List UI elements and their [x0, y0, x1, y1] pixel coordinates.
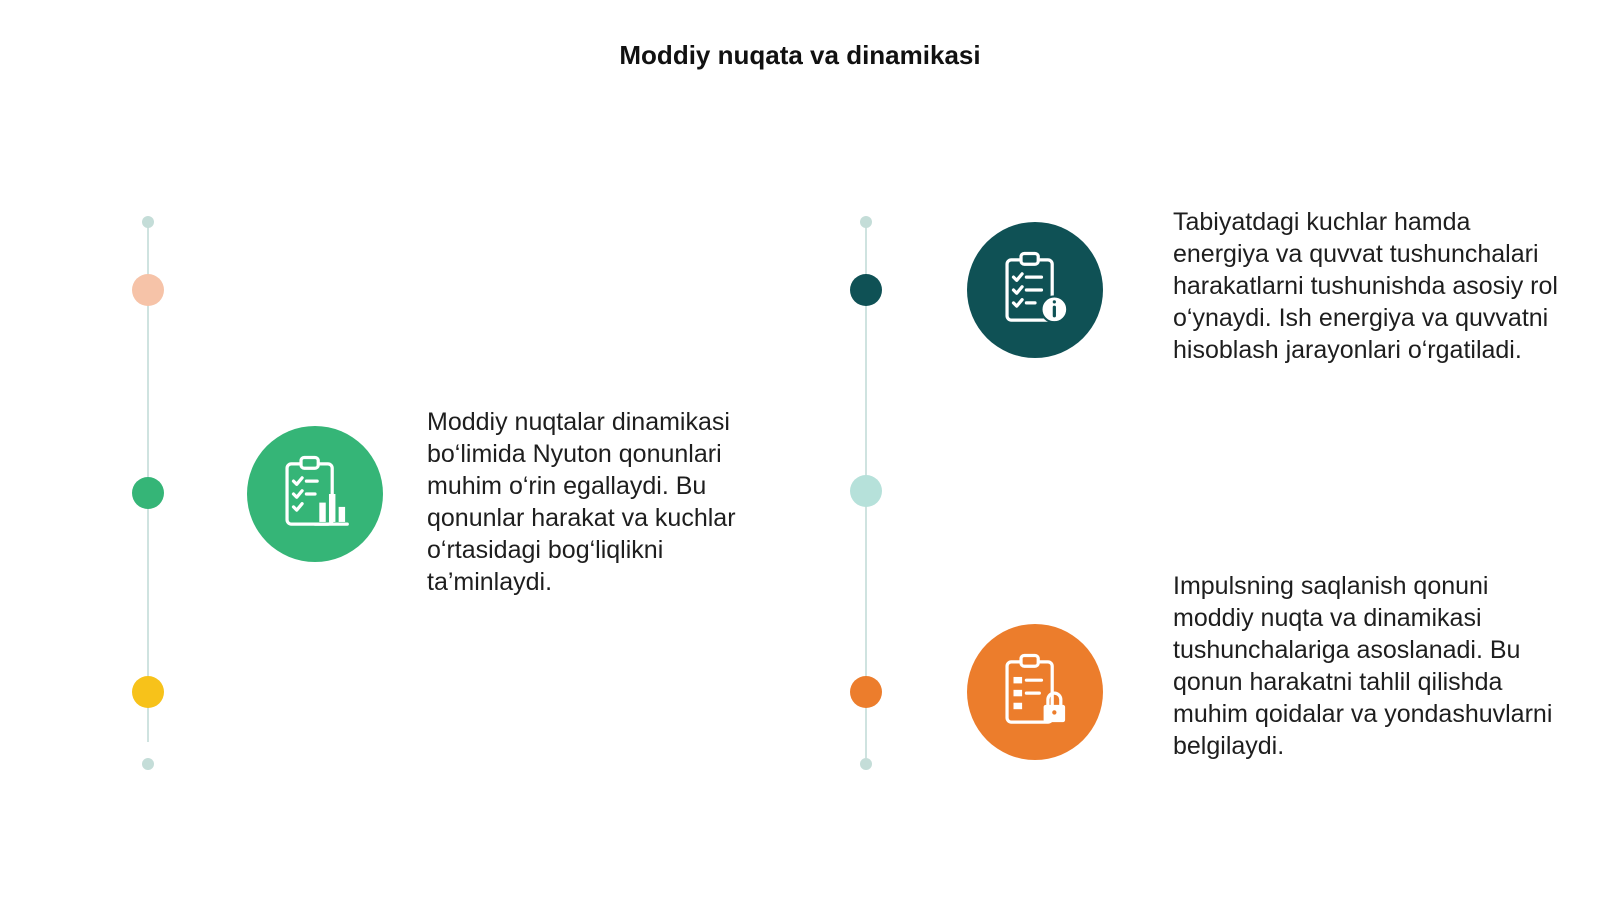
clipboard-chart-icon: [247, 426, 383, 562]
timeline-dot-green: [132, 477, 164, 509]
left-timeline-bottom-cap: [142, 758, 154, 770]
left-timeline-top-cap: [142, 216, 154, 228]
item-2-text: Tabiyatdagi kuchlar hamda energiya va quvvat tushunchalari harakatlarni tushunishda asosiy rol o‘ynaydi. Ish energiya va quvvatni hisoblash jarayonlari o‘rgatiladi.: [1173, 208, 1558, 364]
clipboard-info-icon: [967, 222, 1103, 358]
right-timeline-bottom-cap: [860, 758, 872, 770]
timeline-dot-mint: [850, 475, 882, 507]
item-3-text: Impulsning saqlanish qonuni moddiy nuqta va dinamikasi tushunchalariga asoslanadi. Bu qonun harakatni tahlil qilishda muhim qoidalar va yondashuvlarni belgilaydi.: [1173, 572, 1553, 760]
page-title: Moddiy nuqata va dinamikasi: [619, 40, 981, 70]
timeline-dot-yellow: [132, 676, 164, 708]
clipboard-lock-icon: [967, 624, 1103, 760]
timeline-dot-dark-teal: [850, 274, 882, 306]
right-timeline-top-cap: [860, 216, 872, 228]
timeline-dot-orange: [850, 676, 882, 708]
timeline-dot-peach: [132, 274, 164, 306]
item-1-text: Moddiy nuqtalar dinamikasi bo‘limida Nyuton qonunlari muhim o‘rin egallaydi. Bu qonunlar harakat va kuchlar o‘rtasidagi bog‘liqlikni ta’minlaydi.: [427, 408, 736, 596]
